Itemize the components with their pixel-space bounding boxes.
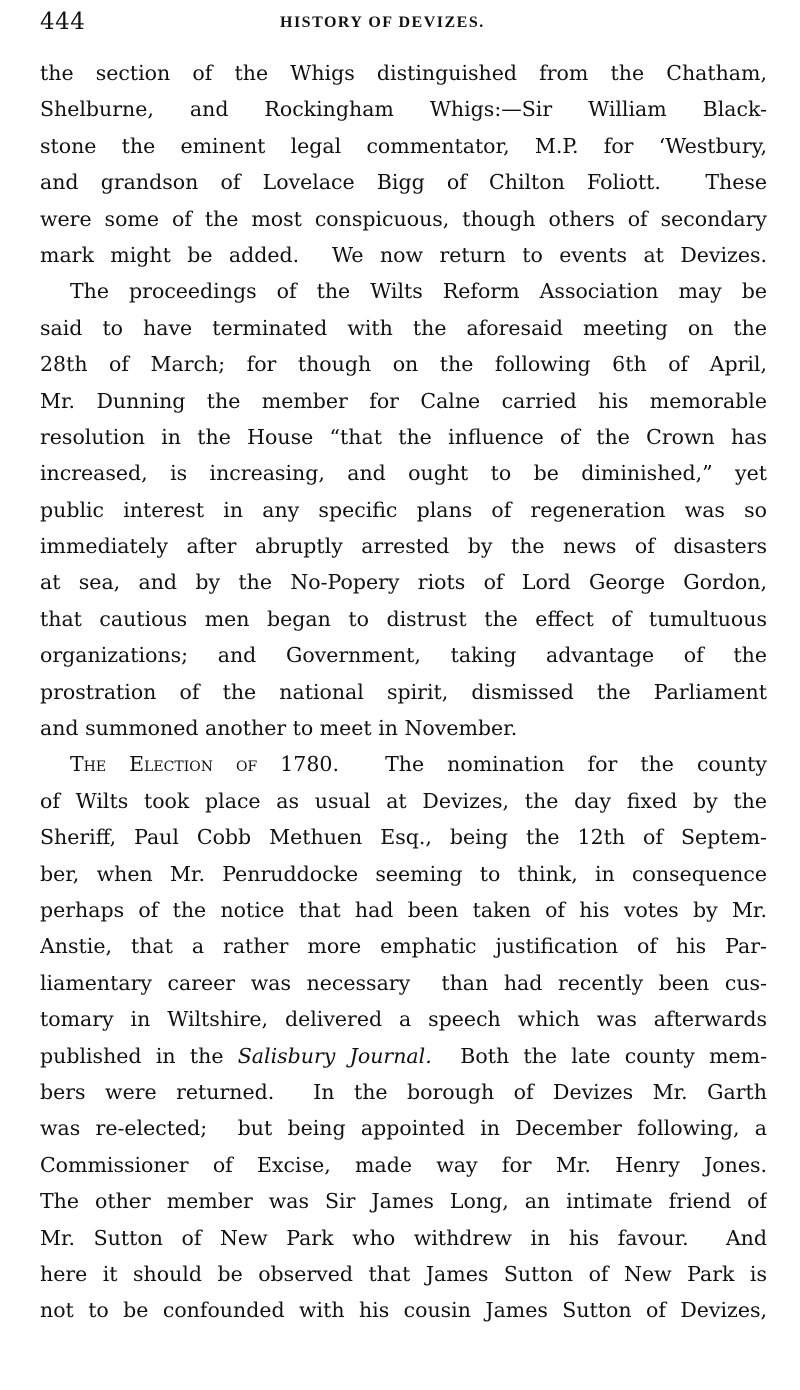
text-line: organizations; and Government, taking advantage of the [40,643,767,668]
text-line: Shelburne, and Rockingham Whigs:—Sir William Black- [40,97,767,122]
text-line: at sea, and by the No-Popery riots of Lord George Gordon, [40,570,767,595]
text-line: liamentary career was necessary than had recently been cus- [40,970,767,995]
text-line: not to be confounded with his cousin James Sutton of Devizes, [40,1298,767,1323]
paragraph-3 [40,746,767,1328]
paragraph-2 [40,273,767,746]
running-title: HISTORY OF DEVIZES. [280,14,485,31]
text-line: mark might be added. We now return to events at Devizes. [40,242,767,267]
text-line: 28th of March; for though on the following 6th of April, [40,352,767,377]
text-line: said to have terminated with the aforesaid meeting on the [40,315,767,340]
text-line: Commissioner of Excise, made way for Mr. Henry Jones. [40,1152,767,1177]
text-line: were some of the most conspicuous, though others of secondary [40,206,767,231]
paragraph-1 [40,55,767,273]
text-run: The nomination for the county [338,752,767,777]
text-line: resolution in the House “that the influence of the Crown has [40,424,767,449]
text-run: Both the late county mem- [431,1043,767,1068]
running-head [40,8,768,48]
journal-title: Salisbury Journal. [237,1043,432,1068]
text-line: immediately after abruptly arrested by the news of disasters [40,534,767,559]
text-line: Anstie, that a rather more emphatic justification of his Par- [40,934,767,959]
text-line: Mr. Sutton of New Park who withdrew in his favour. And [40,1225,767,1250]
text-line: tomary in Wiltshire, delivered a speech which was afterwards [40,1007,767,1032]
text-line: increased, is increasing, and ought to be diminished,” yet [40,461,767,486]
text-line: that cautious men began to distrust the effect of tumultuous [40,606,767,631]
text-line: the section of the Whigs distinguished from the Chatham, [40,61,767,85]
section-heading: The Election of 1780. [70,752,339,777]
text-line: and grandson of Lovelace Bigg of Chilton Foliott. These [40,170,767,195]
text-line: The other member was Sir James Long, an intimate friend of [40,1189,767,1214]
text-line: was re-elected; but being appointed in December following, a [40,1116,767,1141]
text-run: published in the [40,1043,238,1068]
text-line: here it should be observed that James Sutton of New Park is [40,1261,767,1286]
text-line: stone the eminent legal commentator, M.P. for ‘Westbury, [40,133,767,158]
text-line: perhaps of the notice that had been taken of his votes by Mr. [40,897,767,922]
text-line: The proceedings of the Wilts Reform Association may be [70,279,767,304]
text-line: Sheriff, Paul Cobb Methuen Esq., being the 12th of Septem- [40,825,767,850]
text-line [40,1038,767,1074]
body-text [40,55,767,1329]
text-line: ber, when Mr. Penruddocke seeming to think, in consequence [40,861,767,886]
text-line: prostration of the national spirit, dismissed the Parliament [40,679,767,704]
text-line: of Wilts took place as usual at Devizes, the day fixed by the [40,788,767,813]
text-line: public interest in any specific plans of regeneration was so [40,497,767,522]
page-number: 444 [40,9,86,35]
text-line: bers were returned. In the borough of Devizes Mr. Garth [40,1079,767,1104]
text-line: Mr. Dunning the member for Calne carried his memorable [40,388,767,413]
text-line [40,746,767,782]
text-line: and summoned another to meet in November. [40,716,518,741]
